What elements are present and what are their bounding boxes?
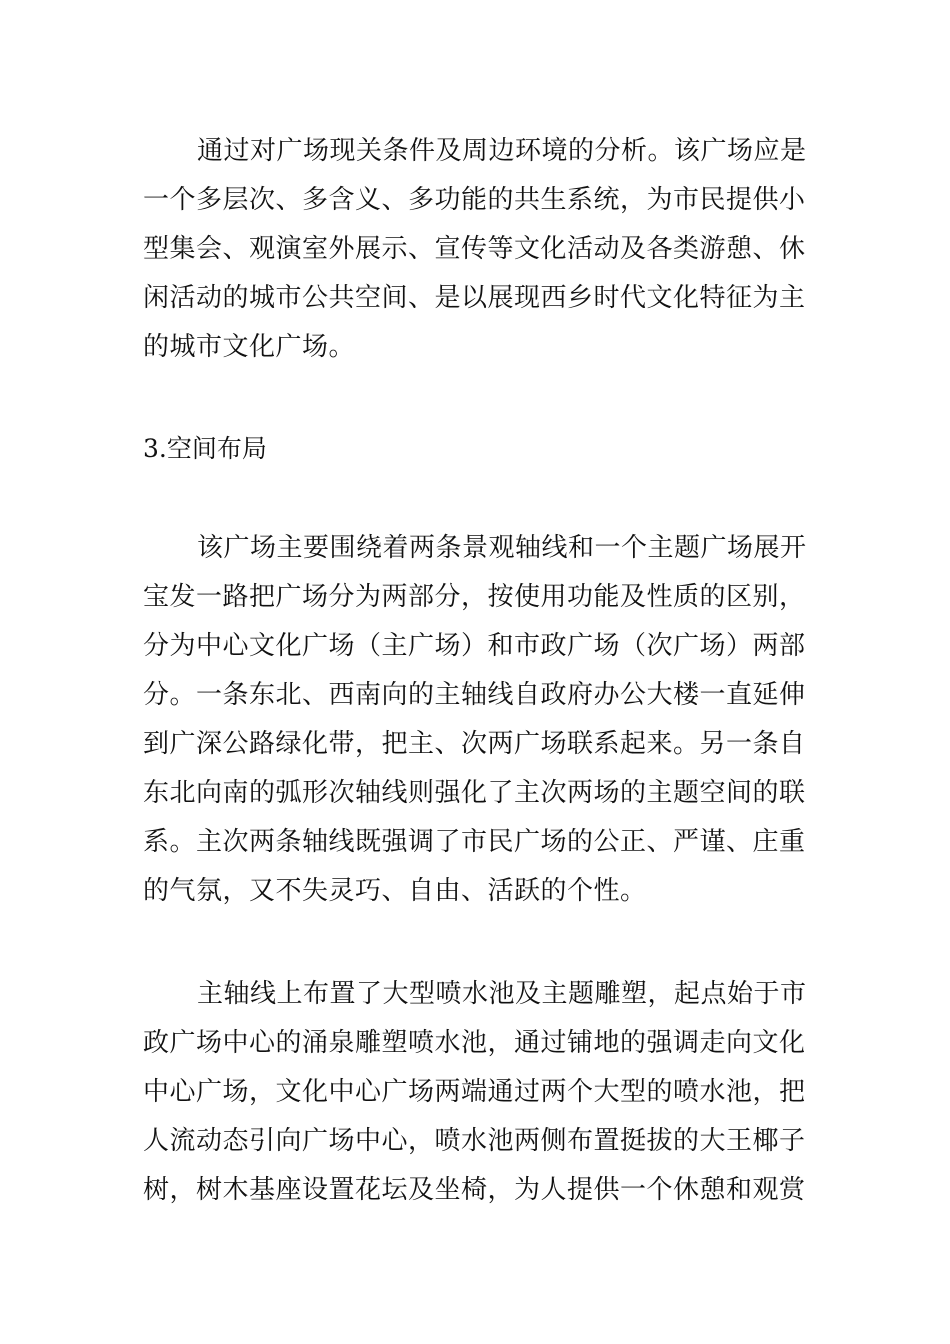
text-line: 分为中心文化广场（主广场）和市政广场（次广场）两部 xyxy=(143,631,806,661)
paragraph-site-analysis xyxy=(143,127,813,372)
text-line: 一个多层次、多含义、多功能的共生系统，为市民提供小 xyxy=(143,185,806,215)
text-line: 的气氛，又不失灵巧、自由、活跃的个性。 xyxy=(143,876,647,906)
section-heading: 3.空间布局 xyxy=(143,434,267,463)
text-line: 闲活动的城市公共空间、是以展现西乡时代文化特征为主 xyxy=(143,283,806,313)
text-line: 的城市文化广场。 xyxy=(143,332,356,362)
text-line: 中心广场，文化中心广场两端通过两个大型的喷水池，把 xyxy=(143,1077,806,1107)
text-line: 系。主次两条轴线既强调了市民广场的公正、严谨、庄重 xyxy=(143,827,806,857)
text-line: 主轴线上布置了大型喷水池及主题雕塑，起点始于市 xyxy=(197,979,807,1009)
text-line: 东北向南的弧形次轴线则强化了主次两场的主题空间的联 xyxy=(143,778,806,808)
text-line: 政广场中心的涌泉雕塑喷水池，通过铺地的强调走向文化 xyxy=(143,1028,806,1058)
text-line: 通过对广场现关条件及周边环境的分析。该广场应是 xyxy=(197,136,807,166)
paragraph-main-axis xyxy=(143,970,813,1215)
text-line: 到广深公路绿化带，把主、次两广场联系起来。另一条自 xyxy=(143,729,806,759)
text-line: 树，树木基座设置花坛及坐椅，为人提供一个休憩和观赏 xyxy=(143,1175,806,1205)
text-line: 宝发一路把广场分为两部分，按使用功能及性质的区别， xyxy=(143,582,806,612)
text-line: 人流动态引向广场中心，喷水池两侧布置挺拔的大王椰子 xyxy=(143,1126,806,1156)
paragraph-spatial-layout xyxy=(143,524,813,916)
text-line: 该广场主要围绕着两条景观轴线和一个主题广场展开 xyxy=(197,533,807,563)
text-line: 分。一条东北、西南向的主轴线自政府办公大楼一直延伸 xyxy=(143,680,806,710)
text-line: 型集会、观演室外展示、宣传等文化活动及各类游憩、休 xyxy=(143,234,806,264)
